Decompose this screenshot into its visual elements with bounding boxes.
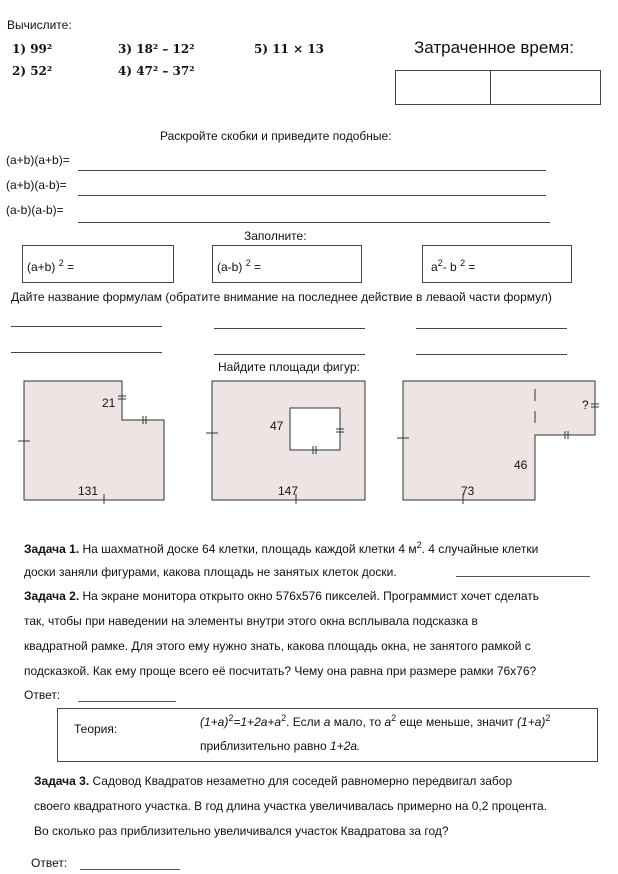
figure-1-shape — [24, 381, 164, 500]
figure-3-label-bottom: 73 — [461, 484, 475, 498]
task-2-label: Задача 2. — [24, 589, 80, 603]
expand-item-3: (a-b)(a-b)= — [6, 203, 64, 217]
figure-2-inner — [290, 408, 340, 450]
task-2-line-4: подсказкой. Как ему проще всего её посчитать? Чему она равна при размере рамки 76х76? — [24, 664, 537, 678]
expand-title: Раскройте скобки и приведите подобные: — [160, 129, 392, 143]
calc-item-4: 4) 47² – 37² — [118, 64, 195, 78]
figure-2-label-inner: 47 — [270, 419, 284, 433]
figure-2-label-bottom: 147 — [278, 484, 299, 498]
time-label: Затраченное время: — [414, 38, 574, 57]
figure-3-label-right: ? — [582, 398, 589, 412]
name-answer-5[interactable] — [416, 328, 567, 329]
calc-item-3: 3) 18² – 12² — [118, 42, 195, 56]
theory-label: Теория: — [74, 722, 118, 736]
task-2-answer[interactable] — [78, 701, 176, 702]
figure-3-label-inner: 46 — [514, 458, 528, 472]
task-3-line-2: своего квадратного участка. В год длина участка увеличивалась примерно на 0,2 процента. — [34, 799, 547, 813]
calc-item-1: 1) 99² — [12, 42, 53, 56]
theory-formula-line-2: приблизительно равно 1+2a. — [200, 739, 361, 753]
fill-box-3[interactable] — [422, 245, 572, 283]
task-2-answer-label: Ответ: — [24, 688, 61, 702]
task-2-line-3: квадратной рамке. Для этого ему нужно знать, какова площадь окна, не занятого рамкой с — [24, 639, 531, 653]
time-table[interactable] — [395, 70, 601, 105]
fill-box-2-text: (a-b) $^2$ = — [217, 258, 262, 274]
name-answer-3[interactable] — [214, 328, 365, 329]
task-2-line-2: так, чтобы при наведении на элементы внутри этого окна всплывала подсказка в — [24, 614, 478, 628]
expand-answer-3[interactable] — [78, 222, 550, 223]
task-3-answer[interactable] — [80, 869, 180, 870]
name-answer-2[interactable] — [11, 352, 162, 353]
fill-title: Заполните: — [244, 229, 307, 243]
task-3-line-1: Задача 3. Садовод Квадратов незаметно для соседей равномерно передвигал забор — [34, 774, 513, 788]
task-1-answer[interactable] — [456, 576, 590, 577]
expand-answer-2[interactable] — [78, 195, 546, 196]
figure-1-label-top: 21 — [102, 396, 116, 410]
figure-2 — [206, 381, 365, 504]
figures-area — [0, 375, 618, 510]
fill-box-1-text: (a+b) $^2$ = — [27, 258, 75, 274]
names-title: Дайте название формулам (обратите внимание на последнее действие в леваой части формул) — [11, 290, 552, 304]
figure-1 — [18, 381, 164, 504]
task-1-line-1: Задача 1. На шахматной доске 64 клетки, площадь каждой клетки 4 $м^2$. 4 случайные клетки — [24, 540, 539, 556]
fill-box-2[interactable] — [212, 245, 362, 283]
figure-2-outer — [212, 381, 365, 500]
name-answer-6[interactable] — [416, 354, 567, 355]
task-3-label: Задача 3. — [34, 774, 90, 788]
theory-formula-line-1: $(1+a)^2=1+2a+a^2$. Если a мало, то $a^2$ еще меньше, значит $(1+a)^2$ — [200, 713, 551, 729]
calc-item-2: 2) 52² — [12, 64, 53, 78]
figure-3-shape — [403, 381, 595, 500]
task-3-line-3: Во сколько раз приблизительно увеличивался участок Квадратова за год? — [34, 824, 449, 838]
task-2-line-1: Задача 2. На экране монитора открыто окно 576х576 пикселей. Программист хочет сделать — [24, 589, 539, 603]
fill-box-3-text: $a^2-$ b $^2$ = — [431, 258, 476, 274]
fill-box-1[interactable] — [22, 245, 174, 283]
expand-answer-1[interactable] — [78, 170, 546, 171]
expand-item-2: (a+b)(a-b)= — [6, 178, 67, 192]
figure-3 — [397, 381, 599, 504]
name-answer-1[interactable] — [11, 326, 162, 327]
theory-box — [57, 708, 598, 762]
calc-item-5: 5) 11 × 13 — [254, 42, 325, 56]
task-3-answer-label: Ответ: — [31, 856, 68, 870]
expand-item-1: (a+b)(a+b)= — [6, 153, 70, 167]
name-answer-4[interactable] — [214, 354, 365, 355]
time-table-divider — [490, 71, 491, 104]
areas-title: Найдите площади фигур: — [218, 360, 360, 374]
task-1-label: Задача 1. — [24, 542, 80, 556]
calc-title: Вычислите: — [7, 18, 72, 32]
task-1-line-2: доски заняли фигурами, какова площадь не занятых клеток доски. — [24, 565, 397, 579]
figure-1-label-bottom: 131 — [78, 484, 99, 498]
